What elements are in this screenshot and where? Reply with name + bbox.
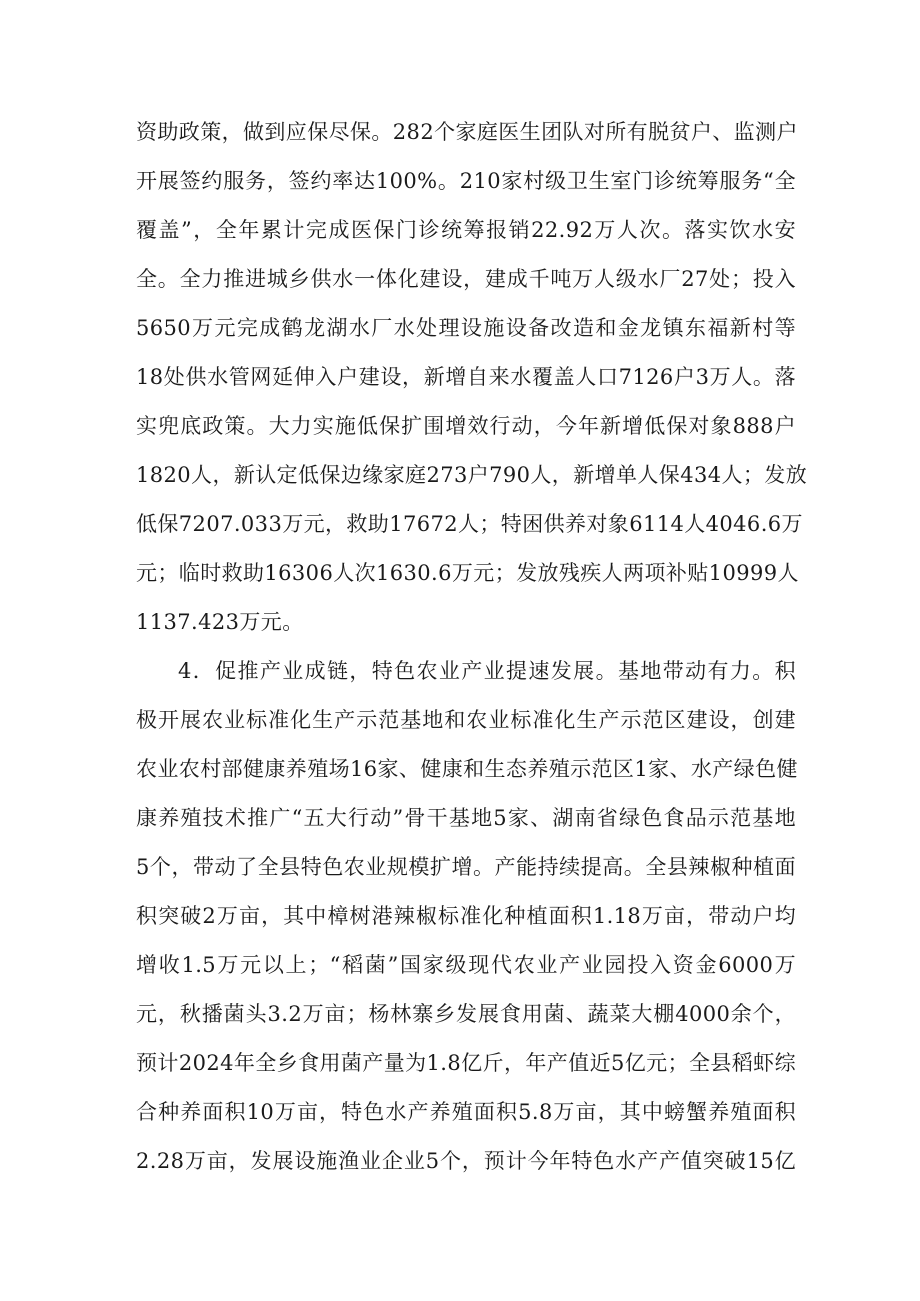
text-line: 1137.423万元。 (136, 610, 304, 634)
text-line: 元，秋播菌头3.2万亩；杨林寨乡发展食用菌、蔬菜大棚4000余个， (136, 1002, 796, 1026)
text-line: 资助政策，做到应保尽保。282个家庭医生团队对所有脱贫户、监测户 (136, 120, 798, 144)
text-line: 低保7207.033万元，救助17672人；特困供养对象6114人4046.6万 (136, 512, 803, 536)
text-line: 农业农村部健康养殖场16家、健康和生态养殖示范区1家、水产绿色健 (136, 757, 798, 781)
paragraph-agriculture-industry (136, 647, 796, 1186)
text-line: 极开展农业标准化生产示范基地和农业标准化生产示范区建设，创建 (136, 708, 796, 732)
text-line: 增收1.5万元以上；“稻菌”国家级现代农业产业园投入资金6000万 (136, 953, 796, 977)
text-line: 5个，带动了全县特色农业规模扩增。产能持续提高。全县辣椒种植面 (136, 855, 796, 879)
text-line: 1820人，新认定低保边缘家庭273户790人，新增单人保434人；发放 (136, 463, 808, 487)
text-line: 2.28万亩，发展设施渔业企业5个，预计今年特色水产产值突破15亿 (136, 1149, 796, 1173)
text-line: 4．促推产业成链，特色农业产业提速发展。基地带动有力。积 (178, 659, 796, 683)
paragraph-social-security (136, 108, 808, 647)
text-line: 覆盖”，全年累计完成医保门诊统筹报销22.92万人次。落实饮水安 (136, 218, 796, 242)
text-line: 开展签约服务，签约率达100%。210家村级卫生室门诊统筹服务“全 (136, 169, 796, 193)
text-line: 积突破2万亩，其中樟树港辣椒标准化种植面积1.18万亩，带动户均 (136, 904, 796, 928)
text-line: 合种养面积10万亩，特色水产养殖面积5.8万亩，其中螃蟹养殖面积 (136, 1100, 796, 1124)
text-line: 预计2024年全乡食用菌产量为1.8亿斤，年产值近5亿元；全县稻虾综 (136, 1051, 796, 1075)
text-line: 全。全力推进城乡供水一体化建设，建成千吨万人级水厂27处；投入 (136, 267, 796, 291)
text-line: 实兜底政策。大力实施低保扩围增效行动，今年新增低保对象888户 (136, 414, 796, 438)
text-line: 元；临时救助16306人次1630.6万元；发放残疾人两项补贴10999人 (136, 561, 799, 585)
text-line: 康养殖技术推广“五大行动”骨干基地5家、湖南省绿色食品示范基地 (136, 806, 796, 830)
document-body (136, 108, 808, 1186)
text-line: 18处供水管网延伸入户建设，新增自来水覆盖人口7126户3万人。落 (136, 365, 796, 389)
text-line: 5650万元完成鹤龙湖水厂水处理设施设备改造和金龙镇东福新村等 (136, 316, 796, 340)
